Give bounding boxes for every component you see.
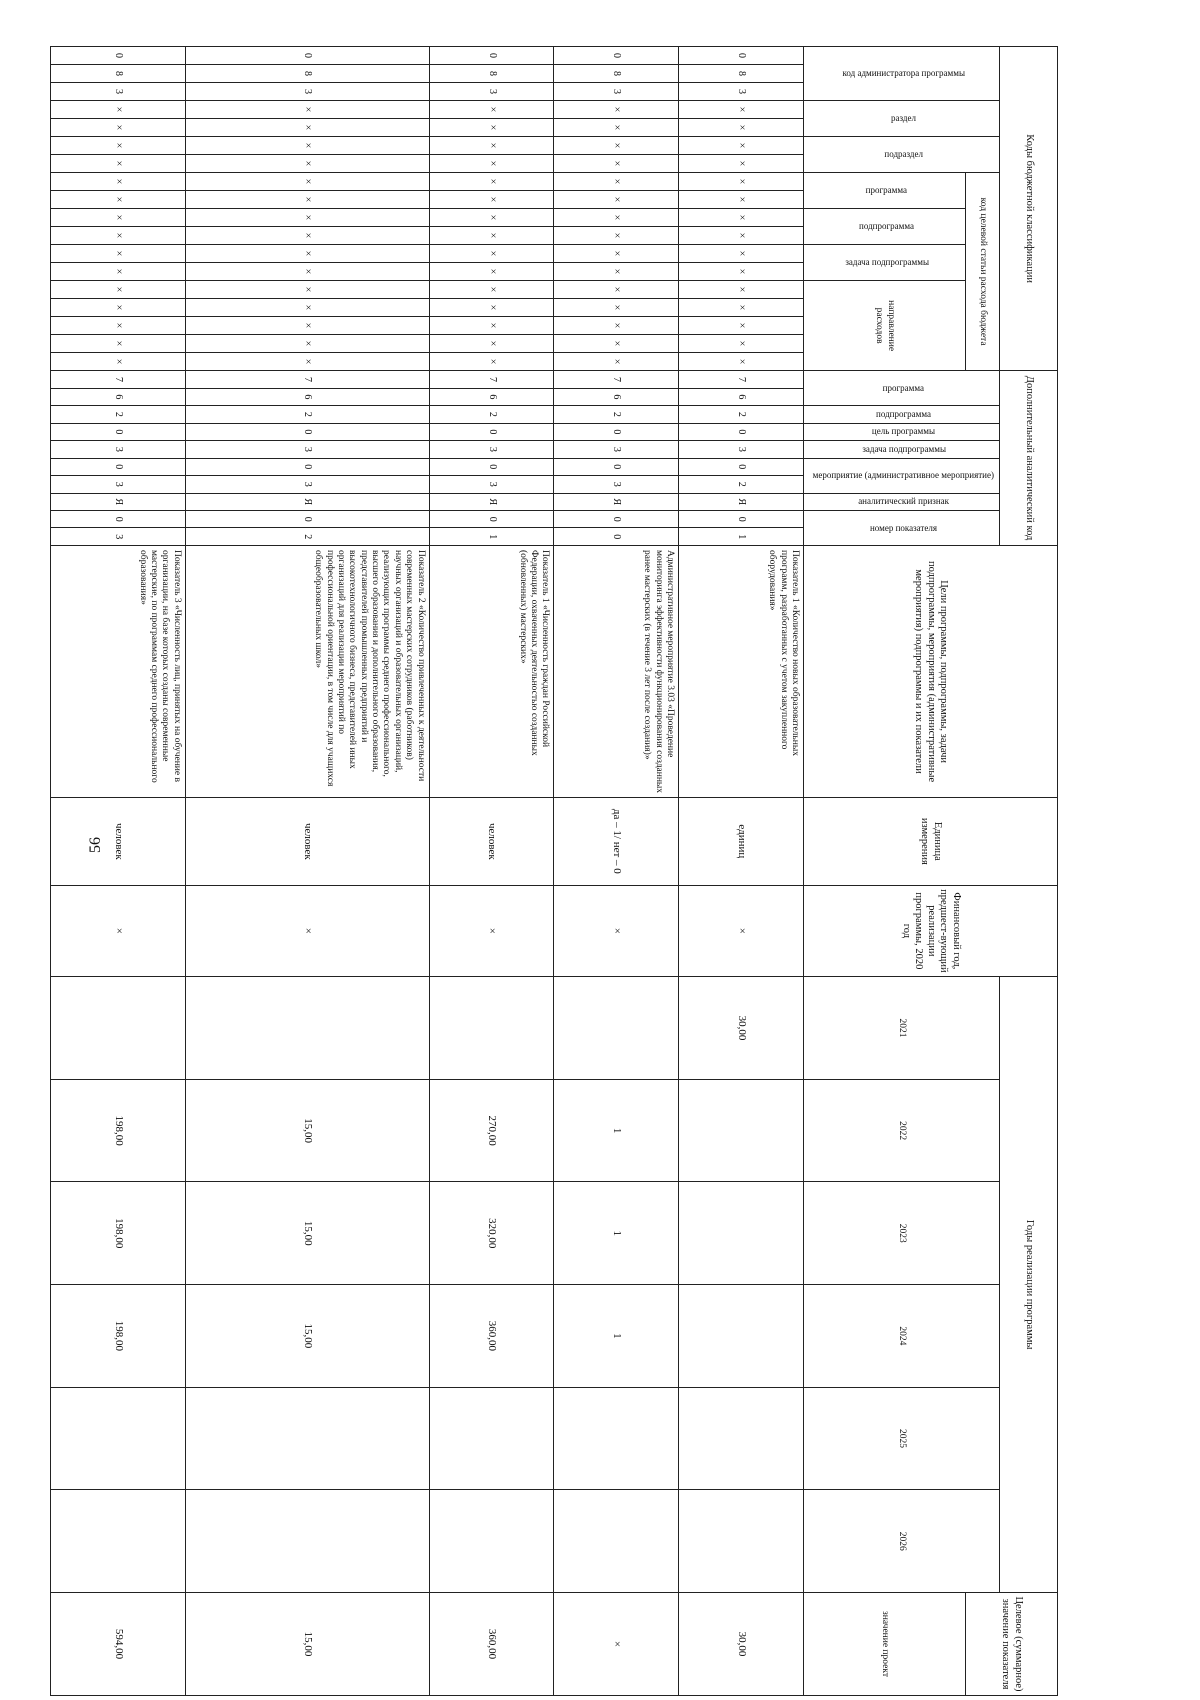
- indicator-description: Административное мероприятие 3.03 «Проведение мониторинга эффективности функционирования созданных ранее мастерских (в течение 3 лет после создания)»: [554, 545, 679, 797]
- budget-code-mark: ×: [185, 299, 429, 317]
- budget-code-mark: ×: [679, 137, 804, 155]
- prior-year-cell: ×: [679, 885, 804, 977]
- budget-code-mark: ×: [679, 173, 804, 191]
- header-year-2022: 2022: [804, 1079, 1000, 1182]
- additional-code-digit: 6: [679, 388, 804, 405]
- budget-code-mark: ×: [51, 335, 186, 353]
- unit-cell: человек: [51, 798, 186, 885]
- additional-code-digit: 6: [185, 388, 429, 405]
- budget-code-mark: ×: [51, 245, 186, 263]
- budget-code-mark: ×: [185, 353, 429, 371]
- admin-code-digit: 0: [185, 47, 429, 65]
- budget-code-mark: ×: [679, 245, 804, 263]
- year-value-cell: [51, 1387, 186, 1490]
- budget-code-mark: ×: [185, 335, 429, 353]
- budget-code-mark: ×: [429, 137, 554, 155]
- indicator-description: Показатель 2 «Количество привлеченных к деятельности современных мастерских сотрудников (работников) научных организаций и образовательных организаций, реализующих программы среднего профессионального, высшего образования и дополнительного образования, представителей промышленных предприятий и высокотехнологичного бизнеса, представителей иных организаций для реализации мероприятий по профессиональной ориентации, в том числе для учащихся общеобразовательных школ»: [185, 545, 429, 797]
- additional-code-digit: 2: [679, 476, 804, 493]
- budget-code-mark: ×: [429, 263, 554, 281]
- admin-code-digit: 3: [185, 83, 429, 101]
- budget-code-mark: ×: [679, 335, 804, 353]
- budget-code-mark: ×: [679, 299, 804, 317]
- year-value-cell: 198,00: [51, 1079, 186, 1182]
- header-cs-program: программа: [804, 173, 966, 209]
- budget-code-mark: ×: [679, 227, 804, 245]
- year-value-cell: 1: [554, 1182, 679, 1285]
- additional-code-digit: Я: [185, 493, 429, 510]
- header-subsection: подраздел: [804, 137, 1000, 173]
- additional-code-digit: 6: [51, 388, 186, 405]
- prior-year-cell: ×: [185, 885, 429, 977]
- additional-code-digit: 3: [51, 476, 186, 493]
- header-year-2025: 2025: [804, 1387, 1000, 1490]
- additional-code-digit: 0: [679, 423, 804, 440]
- target-value-cell: 360,00: [429, 1593, 554, 1696]
- budget-code-mark: ×: [554, 173, 679, 191]
- budget-code-mark: ×: [185, 227, 429, 245]
- admin-code-digit: 0: [429, 47, 554, 65]
- budget-code-mark: ×: [51, 227, 186, 245]
- header-add-subprogram: подпрограмма: [804, 406, 1000, 423]
- additional-code-digit: 3: [429, 441, 554, 458]
- additional-code-digit: 1: [429, 528, 554, 546]
- budget-code-mark: ×: [51, 317, 186, 335]
- budget-code-mark: ×: [429, 101, 554, 119]
- budget-code-mark: ×: [185, 317, 429, 335]
- year-value-cell: [679, 1285, 804, 1388]
- additional-code-digit: 0: [429, 458, 554, 475]
- year-value-cell: [679, 1387, 804, 1490]
- additional-code-digit: 2: [679, 406, 804, 423]
- budget-code-mark: ×: [185, 209, 429, 227]
- additional-code-digit: 3: [51, 441, 186, 458]
- header-add-attribute: аналитический признак: [804, 493, 1000, 510]
- budget-code-mark: ×: [679, 155, 804, 173]
- budget-code-mark: ×: [185, 119, 429, 137]
- budget-code-mark: ×: [185, 281, 429, 299]
- year-value-cell: [679, 1079, 804, 1182]
- header-program-years: Годы реализации программы: [1000, 977, 1058, 1593]
- admin-code-digit: 3: [51, 83, 186, 101]
- table-row: [554, 47, 679, 1696]
- unit-cell: да – 1/ нет – 0: [554, 798, 679, 885]
- page-number: 56: [87, 837, 104, 853]
- year-value-cell: [679, 1490, 804, 1593]
- header-add-task: задача подпрограммы: [804, 441, 1000, 458]
- budget-code-mark: ×: [679, 119, 804, 137]
- table-row: [679, 47, 804, 1696]
- year-value-cell: [51, 1490, 186, 1593]
- budget-code-mark: ×: [554, 281, 679, 299]
- header-target-value: Целевое (суммарное) значение показателя: [966, 1593, 1058, 1696]
- indicator-description: Показатель 1 «Численность граждан Российской Федерации, охваченных деятельностью созданных (обновленных) мастерских»: [429, 545, 554, 797]
- header-unit: Единица измерения: [804, 798, 1058, 885]
- budget-code-mark: ×: [51, 191, 186, 209]
- budget-code-mark: ×: [51, 101, 186, 119]
- year-value-cell: 15,00: [185, 1285, 429, 1388]
- budget-code-mark: ×: [51, 281, 186, 299]
- budget-code-mark: ×: [554, 227, 679, 245]
- year-value-cell: [429, 977, 554, 1080]
- additional-code-digit: 0: [679, 458, 804, 475]
- header-additional-code: Дополнительный аналитический код: [1000, 371, 1058, 546]
- budget-code-mark: ×: [429, 317, 554, 335]
- admin-code-digit: 3: [429, 83, 554, 101]
- budget-code-mark: ×: [185, 191, 429, 209]
- additional-code-digit: 2: [554, 406, 679, 423]
- budget-code-mark: ×: [429, 299, 554, 317]
- budget-code-mark: ×: [185, 263, 429, 281]
- budget-code-mark: ×: [51, 137, 186, 155]
- budget-code-mark: ×: [429, 227, 554, 245]
- budget-code-mark: ×: [51, 173, 186, 191]
- additional-code-digit: Я: [429, 493, 554, 510]
- budget-code-mark: ×: [51, 263, 186, 281]
- budget-code-mark: ×: [679, 263, 804, 281]
- budget-code-mark: ×: [554, 209, 679, 227]
- year-value-cell: [51, 977, 186, 1080]
- budget-code-mark: ×: [429, 245, 554, 263]
- additional-code-digit: 7: [429, 371, 554, 388]
- additional-code-digit: Я: [554, 493, 679, 510]
- year-value-cell: [554, 1490, 679, 1593]
- year-value-cell: [429, 1387, 554, 1490]
- budget-code-mark: ×: [679, 317, 804, 335]
- target-value-cell: ×: [554, 1593, 679, 1696]
- year-value-cell: [185, 1490, 429, 1593]
- additional-code-digit: 2: [185, 406, 429, 423]
- header-goals: Цели программы, подпрограммы, задачи подпрограммы, мероприятия (административные мероприятия) подпрограммы и их показатели: [804, 545, 1058, 797]
- year-value-cell: [185, 1387, 429, 1490]
- budget-code-mark: ×: [429, 119, 554, 137]
- admin-code-digit: 8: [51, 65, 186, 83]
- indicator-description: Показатель 3 «Численность лиц, принятых на обучение в организации, на базе которых созданы современные мастерские, по программам среднего профессионального образования»: [51, 545, 186, 797]
- year-value-cell: 198,00: [51, 1285, 186, 1388]
- budget-code-mark: ×: [554, 191, 679, 209]
- header-cs-subprogram: подпрограмма: [804, 209, 966, 245]
- additional-code-digit: 0: [429, 510, 554, 527]
- additional-code-digit: 0: [679, 510, 804, 527]
- header-kbk: Коды бюджетной классификации: [1000, 47, 1058, 371]
- header-admin-code: код администратора программы: [804, 47, 1000, 101]
- budget-code-mark: ×: [554, 155, 679, 173]
- header-target-article: код целевой статьи расхода бюджета: [966, 173, 1000, 371]
- additional-code-digit: 0: [51, 458, 186, 475]
- rotated-table-wrapper: [50, 46, 1058, 1696]
- additional-code-digit: 7: [185, 371, 429, 388]
- additional-code-digit: 2: [185, 528, 429, 546]
- admin-code-digit: 0: [554, 47, 679, 65]
- indicators-table: [50, 46, 1058, 1696]
- additional-code-digit: 0: [51, 423, 186, 440]
- budget-code-mark: ×: [185, 155, 429, 173]
- header-year-2026: 2026: [804, 1490, 1000, 1593]
- budget-code-mark: ×: [429, 191, 554, 209]
- additional-code-digit: 3: [185, 441, 429, 458]
- additional-code-digit: 0: [429, 423, 554, 440]
- additional-code-digit: 6: [554, 388, 679, 405]
- year-value-cell: [679, 1182, 804, 1285]
- additional-code-digit: 3: [51, 528, 186, 546]
- budget-code-mark: ×: [554, 317, 679, 335]
- additional-code-digit: Я: [51, 493, 186, 510]
- unit-cell: человек: [185, 798, 429, 885]
- unit-cell: единиц: [679, 798, 804, 885]
- additional-code-digit: 0: [554, 528, 679, 546]
- additional-code-digit: 2: [429, 406, 554, 423]
- year-value-cell: [429, 1490, 554, 1593]
- indicator-description: Показатель 1 «Количество новых образовательных программ, разработанных с учетом закупленного оборудования»: [679, 545, 804, 797]
- table-body: [51, 47, 804, 1696]
- additional-code-digit: 6: [429, 388, 554, 405]
- budget-code-mark: ×: [51, 209, 186, 227]
- additional-code-digit: 0: [185, 423, 429, 440]
- year-value-cell: 30,00: [679, 977, 804, 1080]
- budget-code-mark: ×: [554, 299, 679, 317]
- additional-code-digit: 0: [554, 423, 679, 440]
- additional-code-digit: 3: [554, 476, 679, 493]
- budget-code-mark: ×: [429, 335, 554, 353]
- table-row: [185, 47, 429, 1696]
- budget-code-mark: ×: [679, 191, 804, 209]
- prior-year-cell: ×: [554, 885, 679, 977]
- year-value-cell: 15,00: [185, 1182, 429, 1285]
- budget-code-mark: ×: [554, 101, 679, 119]
- admin-code-digit: 8: [679, 65, 804, 83]
- budget-code-mark: ×: [679, 281, 804, 299]
- admin-code-digit: 0: [51, 47, 186, 65]
- budget-code-mark: ×: [429, 173, 554, 191]
- prior-year-cell: ×: [51, 885, 186, 977]
- additional-code-digit: 0: [554, 510, 679, 527]
- additional-code-digit: 3: [679, 441, 804, 458]
- budget-code-mark: ×: [51, 353, 186, 371]
- table-row: [429, 47, 554, 1696]
- budget-code-mark: ×: [185, 173, 429, 191]
- additional-code-digit: 2: [51, 406, 186, 423]
- year-value-cell: [185, 977, 429, 1080]
- budget-code-mark: ×: [51, 119, 186, 137]
- header-target-project-value: значение проект: [804, 1593, 966, 1696]
- header-year-2021: 2021: [804, 977, 1000, 1080]
- additional-code-digit: Я: [679, 493, 804, 510]
- target-value-cell: 15,00: [185, 1593, 429, 1696]
- budget-code-mark: ×: [429, 281, 554, 299]
- year-value-cell: 198,00: [51, 1182, 186, 1285]
- budget-code-mark: ×: [679, 353, 804, 371]
- budget-code-mark: ×: [51, 299, 186, 317]
- admin-code-digit: 3: [554, 83, 679, 101]
- budget-code-mark: ×: [554, 353, 679, 371]
- additional-code-digit: 0: [185, 458, 429, 475]
- header-cs-task: задача подпрограммы: [804, 245, 966, 281]
- budget-code-mark: ×: [185, 137, 429, 155]
- year-value-cell: 1: [554, 1079, 679, 1182]
- additional-code-digit: 0: [554, 458, 679, 475]
- year-value-cell: [554, 1387, 679, 1490]
- unit-cell: человек: [429, 798, 554, 885]
- additional-code-digit: 0: [51, 510, 186, 527]
- header-year-2023: 2023: [804, 1182, 1000, 1285]
- target-value-cell: 594,00: [51, 1593, 186, 1696]
- additional-code-digit: 3: [554, 441, 679, 458]
- additional-code-digit: 3: [429, 476, 554, 493]
- budget-code-mark: ×: [429, 353, 554, 371]
- budget-code-mark: ×: [679, 101, 804, 119]
- table-row: [51, 47, 186, 1696]
- budget-code-mark: ×: [51, 155, 186, 173]
- year-value-cell: [554, 977, 679, 1080]
- header-cs-direction: направление расходов: [804, 281, 966, 371]
- admin-code-digit: 8: [185, 65, 429, 83]
- budget-code-mark: ×: [554, 245, 679, 263]
- budget-code-mark: ×: [679, 209, 804, 227]
- admin-code-digit: 0: [679, 47, 804, 65]
- budget-code-mark: ×: [185, 101, 429, 119]
- budget-code-mark: ×: [554, 263, 679, 281]
- budget-code-mark: ×: [429, 155, 554, 173]
- header-year-2024: 2024: [804, 1285, 1000, 1388]
- budget-code-mark: ×: [554, 335, 679, 353]
- admin-code-digit: 8: [554, 65, 679, 83]
- additional-code-digit: 7: [679, 371, 804, 388]
- additional-code-digit: 3: [185, 476, 429, 493]
- budget-code-mark: ×: [554, 137, 679, 155]
- header-prior-year: Финансовый год, предшест-вующий реализации программы, 2020 год: [804, 885, 1058, 977]
- header-add-goal: цель программы: [804, 423, 1000, 440]
- target-value-cell: 30,00: [679, 1593, 804, 1696]
- year-value-cell: 320,00: [429, 1182, 554, 1285]
- budget-code-mark: ×: [185, 245, 429, 263]
- budget-code-mark: ×: [554, 119, 679, 137]
- header-add-program: программа: [804, 371, 1000, 406]
- additional-code-digit: 0: [185, 510, 429, 527]
- year-value-cell: 360,00: [429, 1285, 554, 1388]
- budget-code-mark: ×: [429, 209, 554, 227]
- additional-code-digit: 7: [51, 371, 186, 388]
- admin-code-digit: 8: [429, 65, 554, 83]
- header-section: раздел: [804, 101, 1000, 137]
- header-add-indicator-number: номер показателя: [804, 510, 1000, 545]
- admin-code-digit: 3: [679, 83, 804, 101]
- year-value-cell: 15,00: [185, 1079, 429, 1182]
- year-value-cell: 1: [554, 1285, 679, 1388]
- header-add-activity: мероприятие (административное мероприятие): [804, 458, 1000, 493]
- additional-code-digit: 7: [554, 371, 679, 388]
- year-value-cell: 270,00: [429, 1079, 554, 1182]
- prior-year-cell: ×: [429, 885, 554, 977]
- additional-code-digit: 1: [679, 528, 804, 546]
